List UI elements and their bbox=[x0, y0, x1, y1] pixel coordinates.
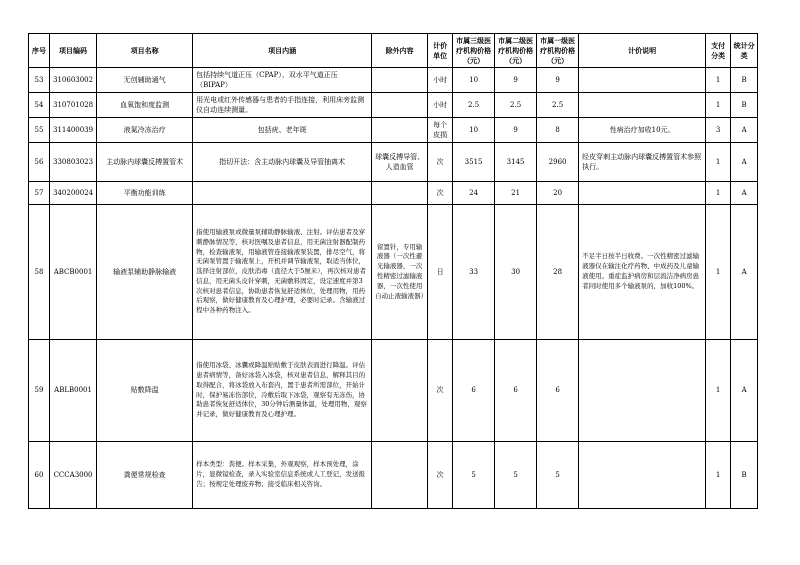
cell-content bbox=[193, 182, 372, 205]
cell-payment: 1 bbox=[706, 340, 731, 442]
cell-price-level2: 30 bbox=[495, 205, 537, 340]
cell-price-level1: 2960 bbox=[537, 143, 579, 182]
cell-excluded: 球囊反搏导管、人造血管 bbox=[372, 143, 428, 182]
cell-seq: 59 bbox=[29, 340, 50, 442]
cell-note bbox=[579, 340, 706, 442]
cell-unit: 次 bbox=[428, 143, 453, 182]
cell-excluded bbox=[372, 93, 428, 118]
price-table bbox=[28, 33, 758, 509]
cell-note bbox=[579, 93, 706, 118]
cell-excluded bbox=[372, 68, 428, 93]
table-row bbox=[29, 182, 758, 205]
cell-unit: 次 bbox=[428, 340, 453, 442]
cell-content: 指切开法：含主动脉内球囊及导管抽离术 bbox=[193, 143, 372, 182]
header-payment: 支付分类 bbox=[706, 34, 731, 68]
header-seq: 序号 bbox=[29, 34, 50, 68]
cell-excluded bbox=[372, 340, 428, 442]
header-price-level1: 市属一级医疗机构价格（元） bbox=[537, 34, 579, 68]
cell-payment: 1 bbox=[706, 205, 731, 340]
cell-payment: 1 bbox=[706, 93, 731, 118]
cell-stats: A bbox=[731, 205, 758, 340]
cell-content: 用光电或红外传感器与患者的手指连接，利用床旁监测仪自动连续测量。 bbox=[193, 93, 372, 118]
cell-name: 平衡功能训练 bbox=[97, 182, 193, 205]
cell-stats: B bbox=[731, 93, 758, 118]
cell-name: 输液泵辅助静脉输液 bbox=[97, 205, 193, 340]
cell-excluded: 留置针，专用输液器（一次性避光输液器，一次性精密过滤输液器，一次性使用自动止液输液器） bbox=[372, 205, 428, 340]
cell-price-level1: 9 bbox=[537, 68, 579, 93]
cell-price-level3: 3515 bbox=[453, 143, 495, 182]
cell-price-level1: 28 bbox=[537, 205, 579, 340]
price-table-sheet bbox=[28, 33, 758, 509]
cell-unit: 次 bbox=[428, 182, 453, 205]
cell-payment: 3 bbox=[706, 118, 731, 143]
cell-name: 血氧饱和度监测 bbox=[97, 93, 193, 118]
cell-note bbox=[579, 442, 706, 509]
cell-payment: 1 bbox=[706, 182, 731, 205]
cell-name: 主动脉内球囊反搏置管术 bbox=[97, 143, 193, 182]
cell-unit: 小时 bbox=[428, 68, 453, 93]
cell-price-level1: 20 bbox=[537, 182, 579, 205]
cell-unit: 日 bbox=[428, 205, 453, 340]
header-code: 项目编码 bbox=[50, 34, 97, 68]
cell-price-level3: 10 bbox=[453, 68, 495, 93]
cell-excluded bbox=[372, 182, 428, 205]
header-price-level2: 市属二级医疗机构价格（元） bbox=[495, 34, 537, 68]
cell-price-level3: 2.5 bbox=[453, 93, 495, 118]
cell-code: ABCB0001 bbox=[50, 205, 97, 340]
header-note: 计价说明 bbox=[579, 34, 706, 68]
cell-seq: 55 bbox=[29, 118, 50, 143]
cell-price-level2: 5 bbox=[495, 442, 537, 509]
header-price-level3: 市属三级医疗机构价格（元） bbox=[453, 34, 495, 68]
cell-name: 贴敷降温 bbox=[97, 340, 193, 442]
cell-content: 包括持续气道正压（CPAP）、双水平气道正压（BIPAP） bbox=[193, 68, 372, 93]
cell-price-level2: 21 bbox=[495, 182, 537, 205]
cell-payment: 1 bbox=[706, 442, 731, 509]
cell-stats: A bbox=[731, 143, 758, 182]
cell-content: 包括疣、老年斑 bbox=[193, 118, 372, 143]
cell-payment: 1 bbox=[706, 68, 731, 93]
header-content: 项目内涵 bbox=[193, 34, 372, 68]
table-row bbox=[29, 442, 758, 509]
cell-unit: 每个皮损 bbox=[428, 118, 453, 143]
cell-name: 液氮冷冻治疗 bbox=[97, 118, 193, 143]
cell-seq: 56 bbox=[29, 143, 50, 182]
cell-price-level3: 10 bbox=[453, 118, 495, 143]
cell-note: 性病治疗加收10元。 bbox=[579, 118, 706, 143]
header-stats: 统计分类 bbox=[731, 34, 758, 68]
cell-unit: 次 bbox=[428, 442, 453, 509]
cell-name: 粪便常规检查 bbox=[97, 442, 193, 509]
header-excluded: 除外内容 bbox=[372, 34, 428, 68]
header-row bbox=[29, 34, 758, 68]
table-row bbox=[29, 340, 758, 442]
cell-payment: 1 bbox=[706, 143, 731, 182]
cell-content: 指使用冰袋、冰囊或降温贴贴敷于皮肤表面进行降温。评估患者病情等，备好冰袋入冰袋，核对患者信息，解释其目的取得配合，将冰袋放入布套内，置于患者所需部位，开始计时，保护易冻伤部位，冷敷后取下冰袋，观察有无冻伤，协助患者恢复舒适体位，30分钟后测量体温，处理用物，观察并记录，做好健康教育及心理护理。 bbox=[193, 340, 372, 442]
cell-code: ABLB0001 bbox=[50, 340, 97, 442]
cell-price-level1: 8 bbox=[537, 118, 579, 143]
cell-price-level2: 3145 bbox=[495, 143, 537, 182]
cell-stats: B bbox=[731, 442, 758, 509]
cell-price-level2: 2.5 bbox=[495, 93, 537, 118]
cell-stats: A bbox=[731, 340, 758, 442]
cell-excluded bbox=[372, 118, 428, 143]
cell-seq: 53 bbox=[29, 68, 50, 93]
cell-unit: 小时 bbox=[428, 93, 453, 118]
cell-code: 310603002 bbox=[50, 68, 97, 93]
cell-stats: B bbox=[731, 68, 758, 93]
cell-stats: A bbox=[731, 118, 758, 143]
cell-price-level3: 6 bbox=[453, 340, 495, 442]
cell-seq: 60 bbox=[29, 442, 50, 509]
cell-price-level1: 5 bbox=[537, 442, 579, 509]
cell-note bbox=[579, 182, 706, 205]
header-name: 项目名称 bbox=[97, 34, 193, 68]
cell-excluded bbox=[372, 442, 428, 509]
header-unit: 计价单位 bbox=[428, 34, 453, 68]
cell-code: 330803023 bbox=[50, 143, 97, 182]
cell-code: 340200024 bbox=[50, 182, 97, 205]
cell-price-level3: 5 bbox=[453, 442, 495, 509]
cell-price-level3: 24 bbox=[453, 182, 495, 205]
cell-code: 310701028 bbox=[50, 93, 97, 118]
cell-code: 311400039 bbox=[50, 118, 97, 143]
cell-content: 样本类型：粪便。样本采集，外观观察，样本预处理，涂片，显微镜检查，录入实验室信息系统或人工登记，发送报告；按规定处理废弃物；接受临床相关咨询。 bbox=[193, 442, 372, 509]
cell-price-level2: 9 bbox=[495, 68, 537, 93]
cell-name: 无创辅助通气 bbox=[97, 68, 193, 93]
table-row bbox=[29, 93, 758, 118]
cell-note: 不足半日按半日收费。一次性精密过滤输液器仅在输注化疗药物、中成药及儿童输液使用。重症监护病房和层流洁净病房患者同时使用多个输液泵的，加收100%。 bbox=[579, 205, 706, 340]
cell-note: 经皮穿刺主动脉内球囊反搏置管术参照执行。 bbox=[579, 143, 706, 182]
cell-price-level1: 6 bbox=[537, 340, 579, 442]
cell-price-level2: 9 bbox=[495, 118, 537, 143]
cell-seq: 57 bbox=[29, 182, 50, 205]
cell-price-level2: 6 bbox=[495, 340, 537, 442]
cell-seq: 54 bbox=[29, 93, 50, 118]
table-row bbox=[29, 205, 758, 340]
cell-note bbox=[579, 68, 706, 93]
table-row bbox=[29, 118, 758, 143]
cell-price-level3: 33 bbox=[453, 205, 495, 340]
cell-seq: 58 bbox=[29, 205, 50, 340]
cell-stats: A bbox=[731, 182, 758, 205]
cell-content: 指使用输液泵或微量泵辅助静脉输液、注射。评估患者及穿刺静脉情况等，核对医嘱及患者信息，用无菌注射器配制药物，检查输液泵，用输液管连接输液泵装置，排尽空气，将无菌泵管置于输液泵上，开机并调节输液泵，取适当体位，选择注射部位，皮肤消毒（直径大于5厘米），再次核对患者信息，用无菌头皮针穿刺，无菌敷料固定，设定速度并第3次核对患者信息，协助患者恢复舒适体位，处理用物，用药后观察，做好健康教育及心理护理，必要时记录。含输液过程中各种药物注入。 bbox=[193, 205, 372, 340]
table-row bbox=[29, 68, 758, 93]
cell-code: CCCA3000 bbox=[50, 442, 97, 509]
cell-price-level1: 2.5 bbox=[537, 93, 579, 118]
table-row bbox=[29, 143, 758, 182]
